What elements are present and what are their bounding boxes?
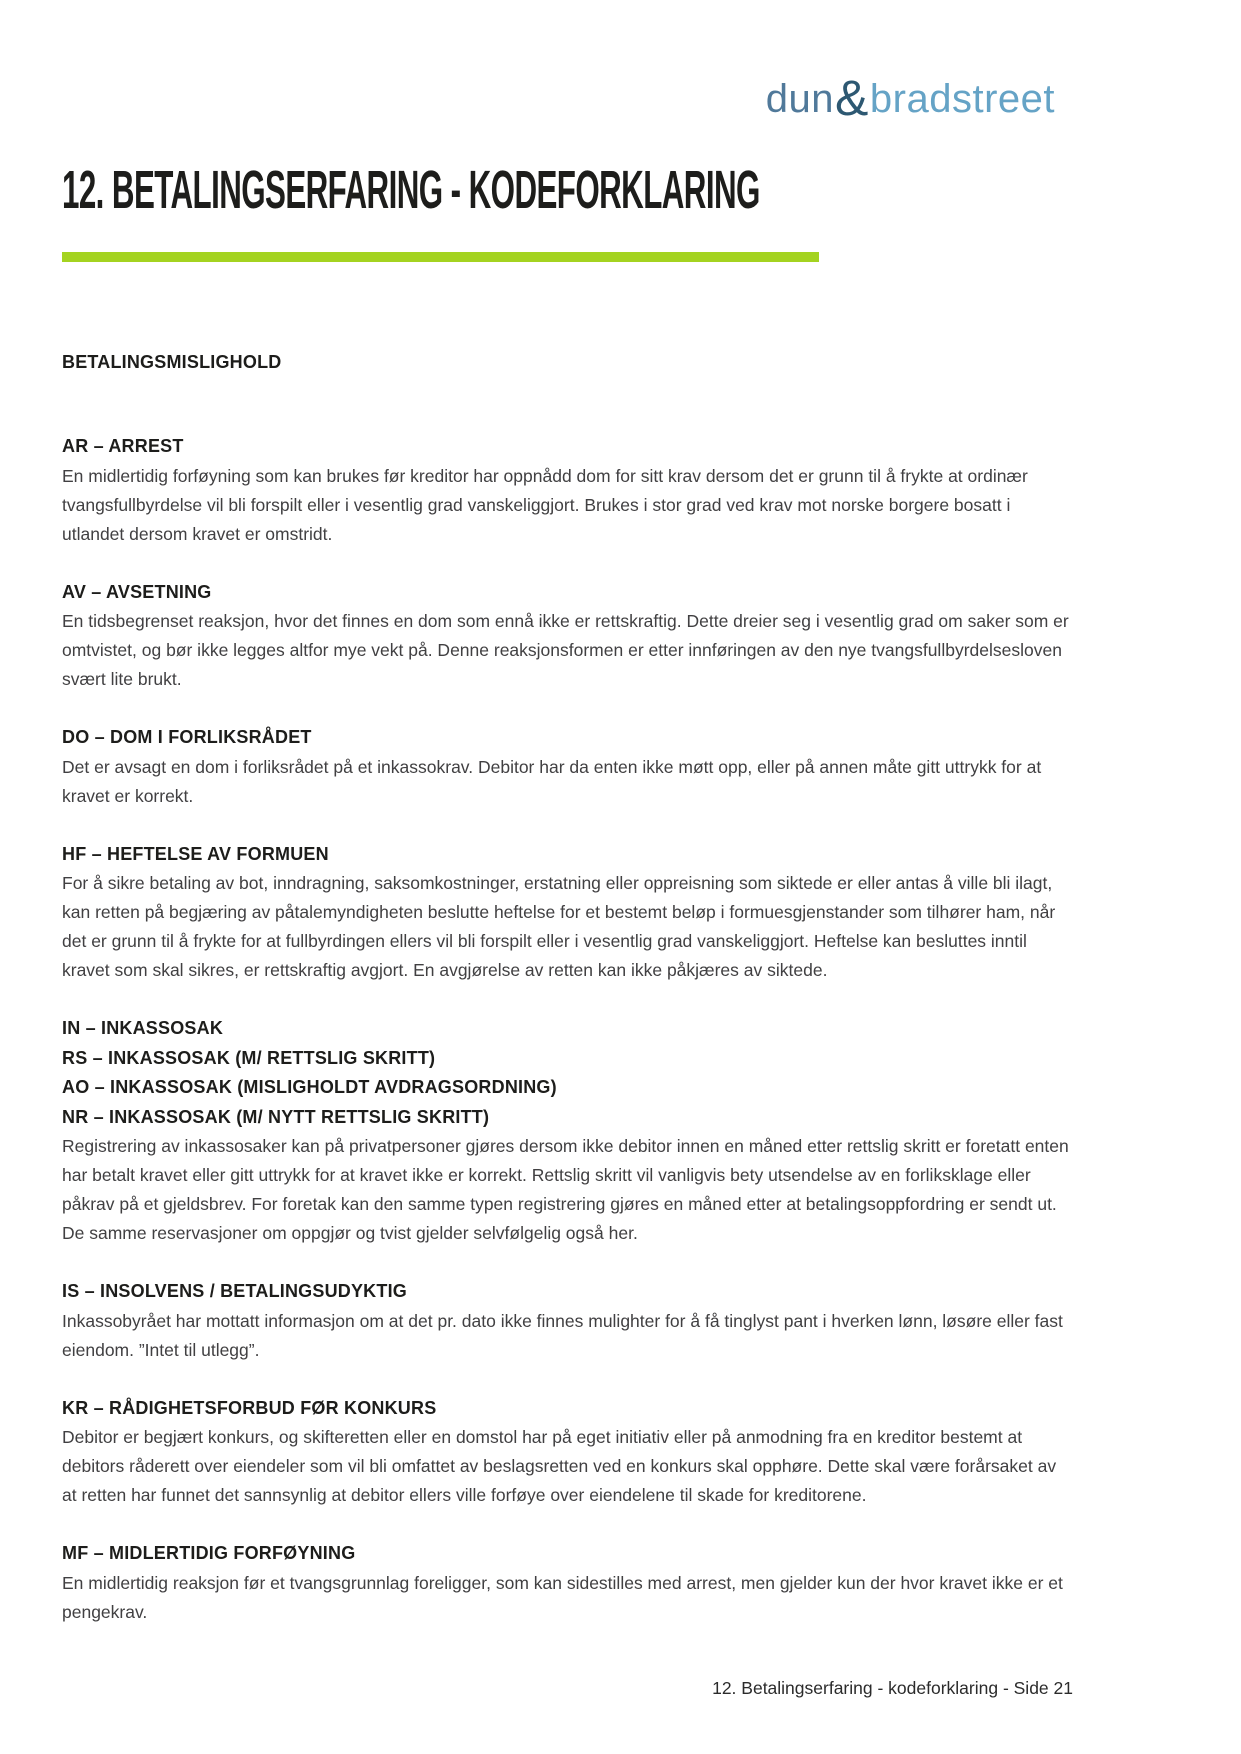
section-body: En midlertidig forføyning som kan brukes før kreditor har oppnådd dom for sitt krav dersom det er grunn til å frykte at ordinær tvangsfullbyrdelse vil bli forspilt eller i vesentlig grad vanskeliggjort. Brukes i stor grad ved krav mot norske borgere bosatt i utlandet dersom kravet er omstridt. [62, 465, 1028, 544]
dun-bradstreet-logo [766, 66, 1055, 124]
page-footer: 12. Betalingserfaring - kodeforklaring - Side 21 [712, 1678, 1073, 1698]
section-body: Inkassobyrået har mottatt informasjon om at det pr. dato ikke finnes mulighter for å få tinglyst pant i hverken lønn, løsøre eller fast eiendom. ”Intet til utlegg”. [62, 1310, 1063, 1360]
code-section [62, 723, 1074, 811]
code-section [62, 1277, 1074, 1365]
section-body: En tidsbegrenset reaksjon, hvor det finnes en dom som ennå ikke er rettskraftig. Dette dreier seg i vesentlig grad om saker som er omtvistet, og bør ikke legges altfor mye vekt på. Denne reaksjonsformen er etter innføringen av den nye tvangsfullbyrdelsesloven svært lite brukt. [62, 611, 1069, 689]
code-heading: NR – INKASSOSAK (M/ NYTT RETTSLIG SKRITT) [62, 1106, 490, 1127]
section-body: For å sikre betaling av bot, inndragning, saksomkostninger, erstatning eller oppreisning som siktede er eller antas å ville bli ilagt, kan retten på begjæring av påtalemyndigheten beslutte heftelse for et bestemt beløp i formuesgjenstander som tilhører ham, når det er grunn til å frykte for at fullbyrdingen ellers vil bli forspilt eller i vesentlig grad vanskeliggjort. Heftelse kan besluttes inntil kravet som skal sikres, er rettskraftig avgjort. En avgjørelse av retten kan ikke påkjæres av siktede. [62, 873, 1056, 980]
code-section [62, 1014, 1074, 1248]
code-section [62, 840, 1074, 986]
section-codes [62, 432, 1074, 462]
code-section [62, 578, 1074, 695]
section-codes [62, 1014, 1074, 1132]
code-heading: KR – RÅDIGHETSFORBUD FØR KONKURS [62, 1397, 437, 1418]
section-body: Debitor er begjært konkurs, og skifteretten eller en domstol har på eget initiativ eller på anmodning fra en kreditor bestemt at debitors råderett over eiendeler som vil bli omfattet av beslagsretten ved en konkurs skal opphøre. Dette skal være forårsaket av at retten har funnet det sannsynlig at debitor ellers ville forføye over eiendelene til skade for kreditorene. [62, 1427, 1057, 1505]
code-heading: IS – INSOLVENS / BETALINGSUDYKTIG [62, 1281, 407, 1301]
code-section [62, 1394, 1074, 1511]
logo-ampersand-icon: & [835, 70, 869, 126]
code-heading: MF – MIDLERTIDIG FORFØYNING [62, 1543, 356, 1563]
title-accent-bar [62, 252, 819, 262]
logo-text-bradstreet: bradstreet [869, 77, 1055, 121]
section-body: Registrering av inkassosaker kan på privatpersoner gjøres dersom ikke debitor innen en måned etter rettslig skritt er foretatt enten har betalt kravet eller gitt uttrykk for at kravet ikke er korrekt. Rettslig skritt vil vanligvis bety utsendelse av en forliksklage eller påkrav på et gjeldsbrev. For foretak kan den samme typen registrering gjøres en måned etter at betalingsoppfordring er sendt ut. De samme reservasjoner om oppgjør og tvist gjelder selvfølgelig også her. [62, 1136, 1069, 1243]
section-codes [62, 578, 1074, 608]
group-heading: BETALINGSMISLIGHOLD [62, 352, 282, 372]
section-codes [62, 723, 1074, 753]
code-section [62, 432, 1074, 549]
code-heading: AV – AVSETNING [62, 581, 212, 602]
code-heading: HF – HEFTELSE AV FORMUEN [62, 843, 329, 864]
code-heading: RS – INKASSOSAK (M/ RETTSLIG SKRITT) [62, 1047, 436, 1068]
section-codes [62, 1277, 1074, 1307]
section-body: En midlertidig reaksjon før et tvangsgrunnlag foreligger, som kan sidestilles med arrest, men gjelder kun der hvor kravet ikke er et pengekrav. [62, 1572, 1063, 1622]
code-heading: AO – INKASSOSAK (MISLIGHOLDT AVDRAGSORDNING) [62, 1077, 557, 1097]
section-codes [62, 1394, 1074, 1424]
code-section [62, 1539, 1074, 1627]
section-codes [62, 1539, 1074, 1569]
code-heading: AR – ARREST [62, 436, 184, 456]
section-body: Det er avsagt en dom i forliksrådet på et inkassokrav. Debitor har da enten ikke møtt opp, eller på annen måte gitt uttrykk for at kravet er korrekt. [62, 756, 1042, 806]
code-heading: IN – INKASSOSAK [62, 1018, 224, 1038]
code-heading: DO – DOM I FORLIKSRÅDET [62, 727, 312, 747]
sections [62, 432, 1074, 1627]
content-column [62, 348, 1074, 1656]
page-title: 12. BETALINGSERFARING - KODEFORKLARING [62, 160, 760, 220]
section-codes [62, 840, 1074, 870]
logo-text-dun: dun [765, 77, 835, 121]
